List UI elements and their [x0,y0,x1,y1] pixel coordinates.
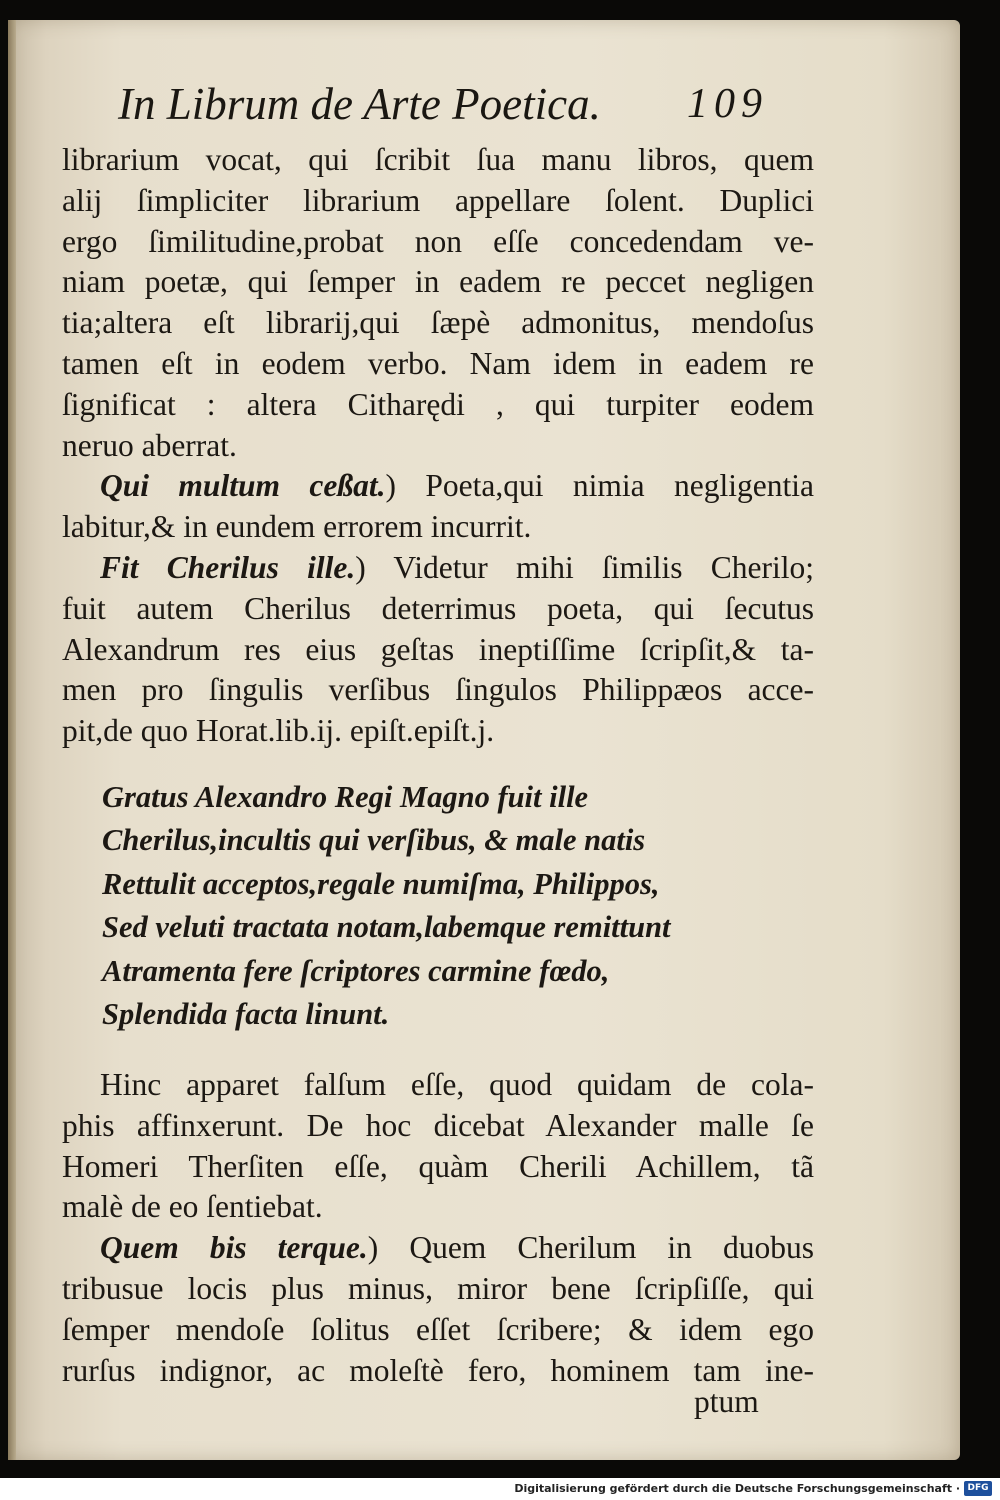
text-line [62,1228,814,1269]
text-line: ergo ſimilitudine,probat non eſſe concedendam ve- [62,223,814,259]
text-line: rurſus indignor, ac moleſtè fero, hominem tam ine- [62,1352,814,1388]
verse-line: Sed veluti tractata notam,labemque remittunt [102,910,671,945]
digitization-footer [0,1478,1000,1500]
text-line [62,466,814,507]
text-line: alij ſimpliciter librarium appellare ſolent. Duplici [62,182,814,218]
text-fragment: ) Poeta,qui nimia negligentia [385,468,814,504]
text-fragment: ) Quem Cherilum in duobus [367,1230,814,1266]
text-line: librarium vocat, qui ſcribit ſua manu libros, quem [62,142,814,177]
text-line [62,548,814,589]
text-line: tia;altera eſt librarij,qui ſæpè admonitus, mendoſus [62,305,814,341]
page-number: 109 [687,81,768,127]
text-line: ſemper mendoſe ſolitus eſſet ſcribere; & idem ego [62,1311,814,1347]
verse-line: Cherilus,incultis qui verſibus, & male natis [102,823,646,858]
paragraph-2 [62,466,814,548]
text-line: Hinc apparet falſum eſſe, quod quidam de cola- [100,1066,814,1102]
verse-line: Atramenta fere ſcriptores carmine fœdo, [102,953,610,988]
paragraph-5 [62,1228,814,1391]
text-line: tribusue locis plus minus, miror bene ſcripſiſſe, qui [62,1270,814,1306]
page-body [62,140,814,1391]
verse-quotation [62,776,814,1037]
text-line: tamen eſt in eodem verbo. Nam idem in eadem re [62,345,814,381]
catchword: ptum [694,1384,759,1419]
text-line: phis affinxerunt. De hoc dicebat Alexander malle ſe [62,1107,814,1143]
lemma: Qui multum ceßat. [100,468,386,504]
verse-line: Rettulit acceptos,regale numiſma, Philippos, [102,866,660,901]
text-line: ſignificat : altera Citharędi , qui turpiter eodem [62,386,814,422]
text-line: fuit autem Cherilus deterrimus poeta, qui ſecutus [62,590,814,626]
dfg-logo-icon: DFG [964,1481,992,1496]
text-line: Homeri Therſiten eſſe, quàm Cherili Achillem, tã [62,1148,814,1184]
running-header [118,76,768,140]
verse-line: Gratus Alexandro Regi Magno fuit ille [102,779,589,814]
lemma: Quem bis terque. [100,1230,368,1266]
paragraph-4 [62,1065,814,1228]
text-fragment: ) Videtur mihi ſimilis Cherilo; [355,549,814,585]
verse-line: Splendida facta linunt. [102,997,390,1032]
text-line: neruo aberrat. [62,427,237,463]
paragraph-1 [62,140,814,466]
funding-credit: Digitalisierung gefördert durch die Deutsche Forschungsgemeinschaft · [514,1482,960,1495]
paragraph-3 [62,548,814,752]
text-line: pit,de quo Horat.lib.ij. epiſt.epiſt.j. [62,713,495,749]
text-line: labitur,& in eundem errorem incurrit. [62,509,532,545]
page-gutter [8,20,16,1460]
text-line: Alexandrum res eius geſtas ineptiſſime ſcripſit,& ta- [62,631,814,667]
running-title: In Librum de Arte Poetica. [118,79,601,129]
text-line: men pro ſingulis verſibus ſingulos Philippæos acce- [62,672,814,708]
lemma: Fit Cherilus ille. [100,549,356,585]
text-line: malè de eo ſentiebat. [62,1189,323,1225]
text-line: niam poetæ, qui ſemper in eadem re peccet negligen [62,264,814,300]
